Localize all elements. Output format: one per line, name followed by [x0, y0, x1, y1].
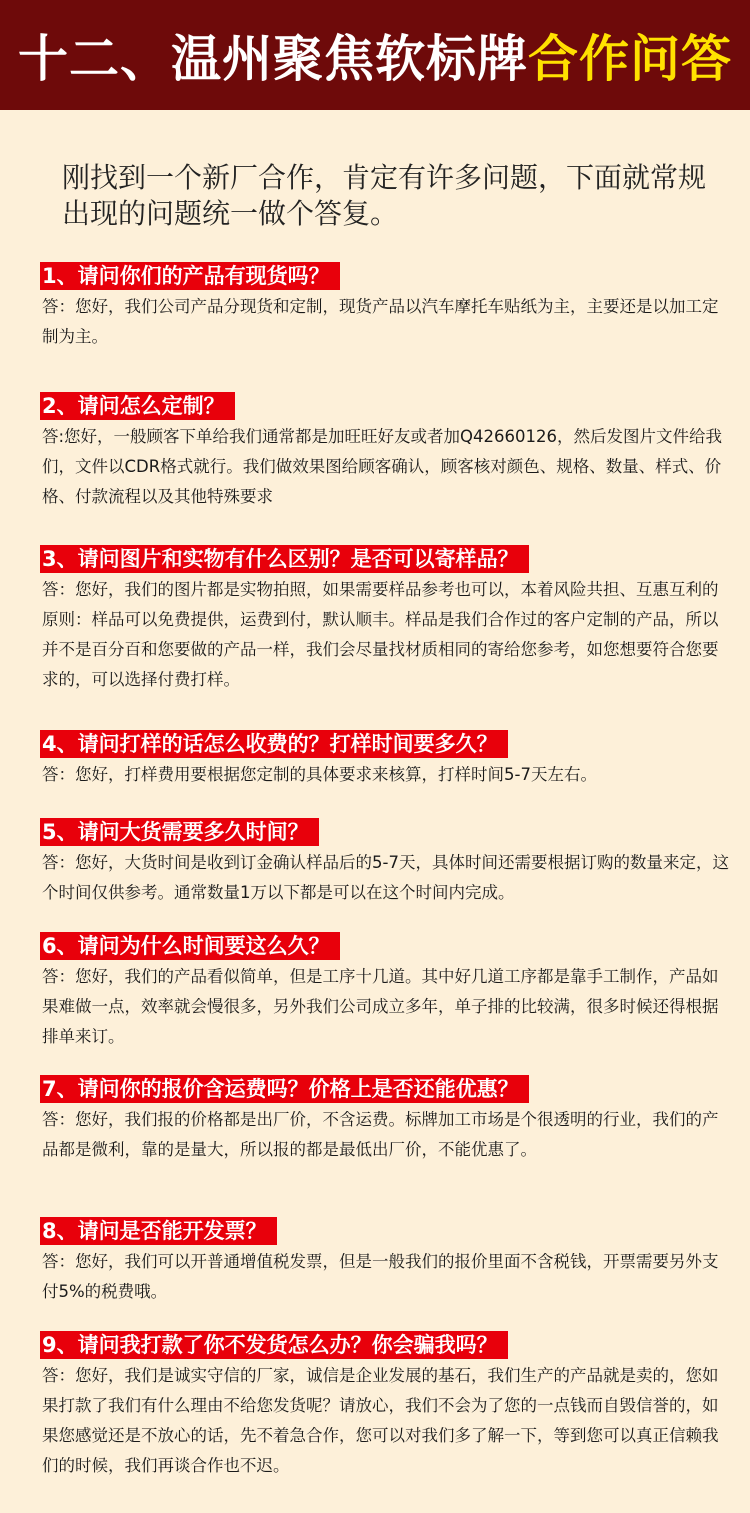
intro-text: 刚找到一个新厂合作，肯定有许多问题，下面就常规出现的问题统一做个答复。 — [62, 161, 707, 230]
question-1: 1、请问你们的产品有现货吗？ — [40, 262, 340, 290]
answer-6: 答：您好，我们的产品看似简单，但是工序十几道。其中好几道工序都是靠手工制作，产品如果难做一点，效率就会慢很多，另外我们公司成立多年，单子排的比较满，很多时候还得根据排单来订。 — [42, 967, 719, 1046]
question-9: 9、请问我打款了你不发货怎么办？你会骗我吗？ — [40, 1331, 508, 1359]
answer-4: 答：您好，打样费用要根据您定制的具体要求来核算，打样时间5-7天左右。 — [42, 765, 597, 784]
qa-item-5 — [40, 818, 730, 908]
page-header — [0, 0, 750, 110]
question-8: 8、请问是否能开发票？ — [40, 1217, 277, 1245]
header-title-white: 十二、温州聚焦软标牌 — [18, 30, 528, 88]
qa-item-8 — [40, 1217, 730, 1307]
answer-1: 答：您好，我们公司产品分现货和定制，现货产品以汽车摩托车贴纸为主，主要还是以加工定制为主。 — [42, 297, 719, 346]
qa-item-3 — [40, 545, 730, 695]
qa-item-7 — [40, 1075, 730, 1165]
qa-item-2 — [40, 392, 730, 512]
header-title-yellow: 合作问答 — [528, 30, 732, 88]
qa-item-9 — [40, 1331, 730, 1481]
question-4: 4、请问打样的话怎么收费的？打样时间要多久？ — [40, 730, 508, 758]
answer-8: 答：您好，我们可以开普通增值税发票，但是一般我们的报价里面不含税钱，开票需要另外支付5%的税费哦。 — [42, 1252, 719, 1301]
answer-2: 答:您好，一般顾客下单给我们通常都是加旺旺好友或者加Q42660126，然后发图片文件给我们，文件以CDR格式就行。我们做效果图给顾客确认，顾客核对颜色、规格、数量、样式、价格、付款流程以及其他特殊要求 — [42, 427, 723, 506]
answer-5: 答：您好，大货时间是收到订金确认样品后的5-7天，具体时间还需要根据订购的数量来定，这个时间仅供参考。通常数量1万以下都是可以在这个时间内完成。 — [42, 853, 729, 902]
qa-item-1 — [40, 262, 730, 352]
answer-7: 答：您好，我们报的价格都是出厂价，不含运费。标牌加工市场是个很透明的行业，我们的产品都是微利，靠的是量大，所以报的都是最低出厂价，不能优惠了。 — [42, 1110, 719, 1159]
qa-item-4 — [40, 730, 730, 790]
qa-item-6 — [40, 932, 730, 1052]
question-7: 7、请问你的报价含运费吗？价格上是否还能优惠？ — [40, 1075, 529, 1103]
question-2: 2、请问怎么定制？ — [40, 392, 235, 420]
answer-9: 答：您好，我们是诚实守信的厂家，诚信是企业发展的基石，我们生产的产品就是卖的，您如果打款了我们有什么理由不给您发货呢？请放心，我们不会为了您的一点钱而自毁信誉的，如果您感觉还是不放心的话，先不着急合作，您可以对我们多了解一下，等到您可以真正信赖我们的时候，我们再谈合作也不迟。 — [42, 1366, 719, 1475]
question-3: 3、请问图片和实物有什么区别？是否可以寄样品？ — [40, 545, 529, 573]
answer-3: 答：您好，我们的图片都是实物拍照，如果需要样品参考也可以，本着风险共担、互惠互利的原则：样品可以免费提供，运费到付，默认顺丰。样品是我们合作过的客户定制的产品，所以并不是百分百和您要做的产品一样，我们会尽量找材质相同的寄给您参考，如您想要符合您要求的，可以选择付费打样。 — [42, 580, 719, 689]
question-6: 6、请问为什么时间要这么久？ — [40, 932, 340, 960]
question-5: 5、请问大货需要多久时间？ — [40, 818, 319, 846]
